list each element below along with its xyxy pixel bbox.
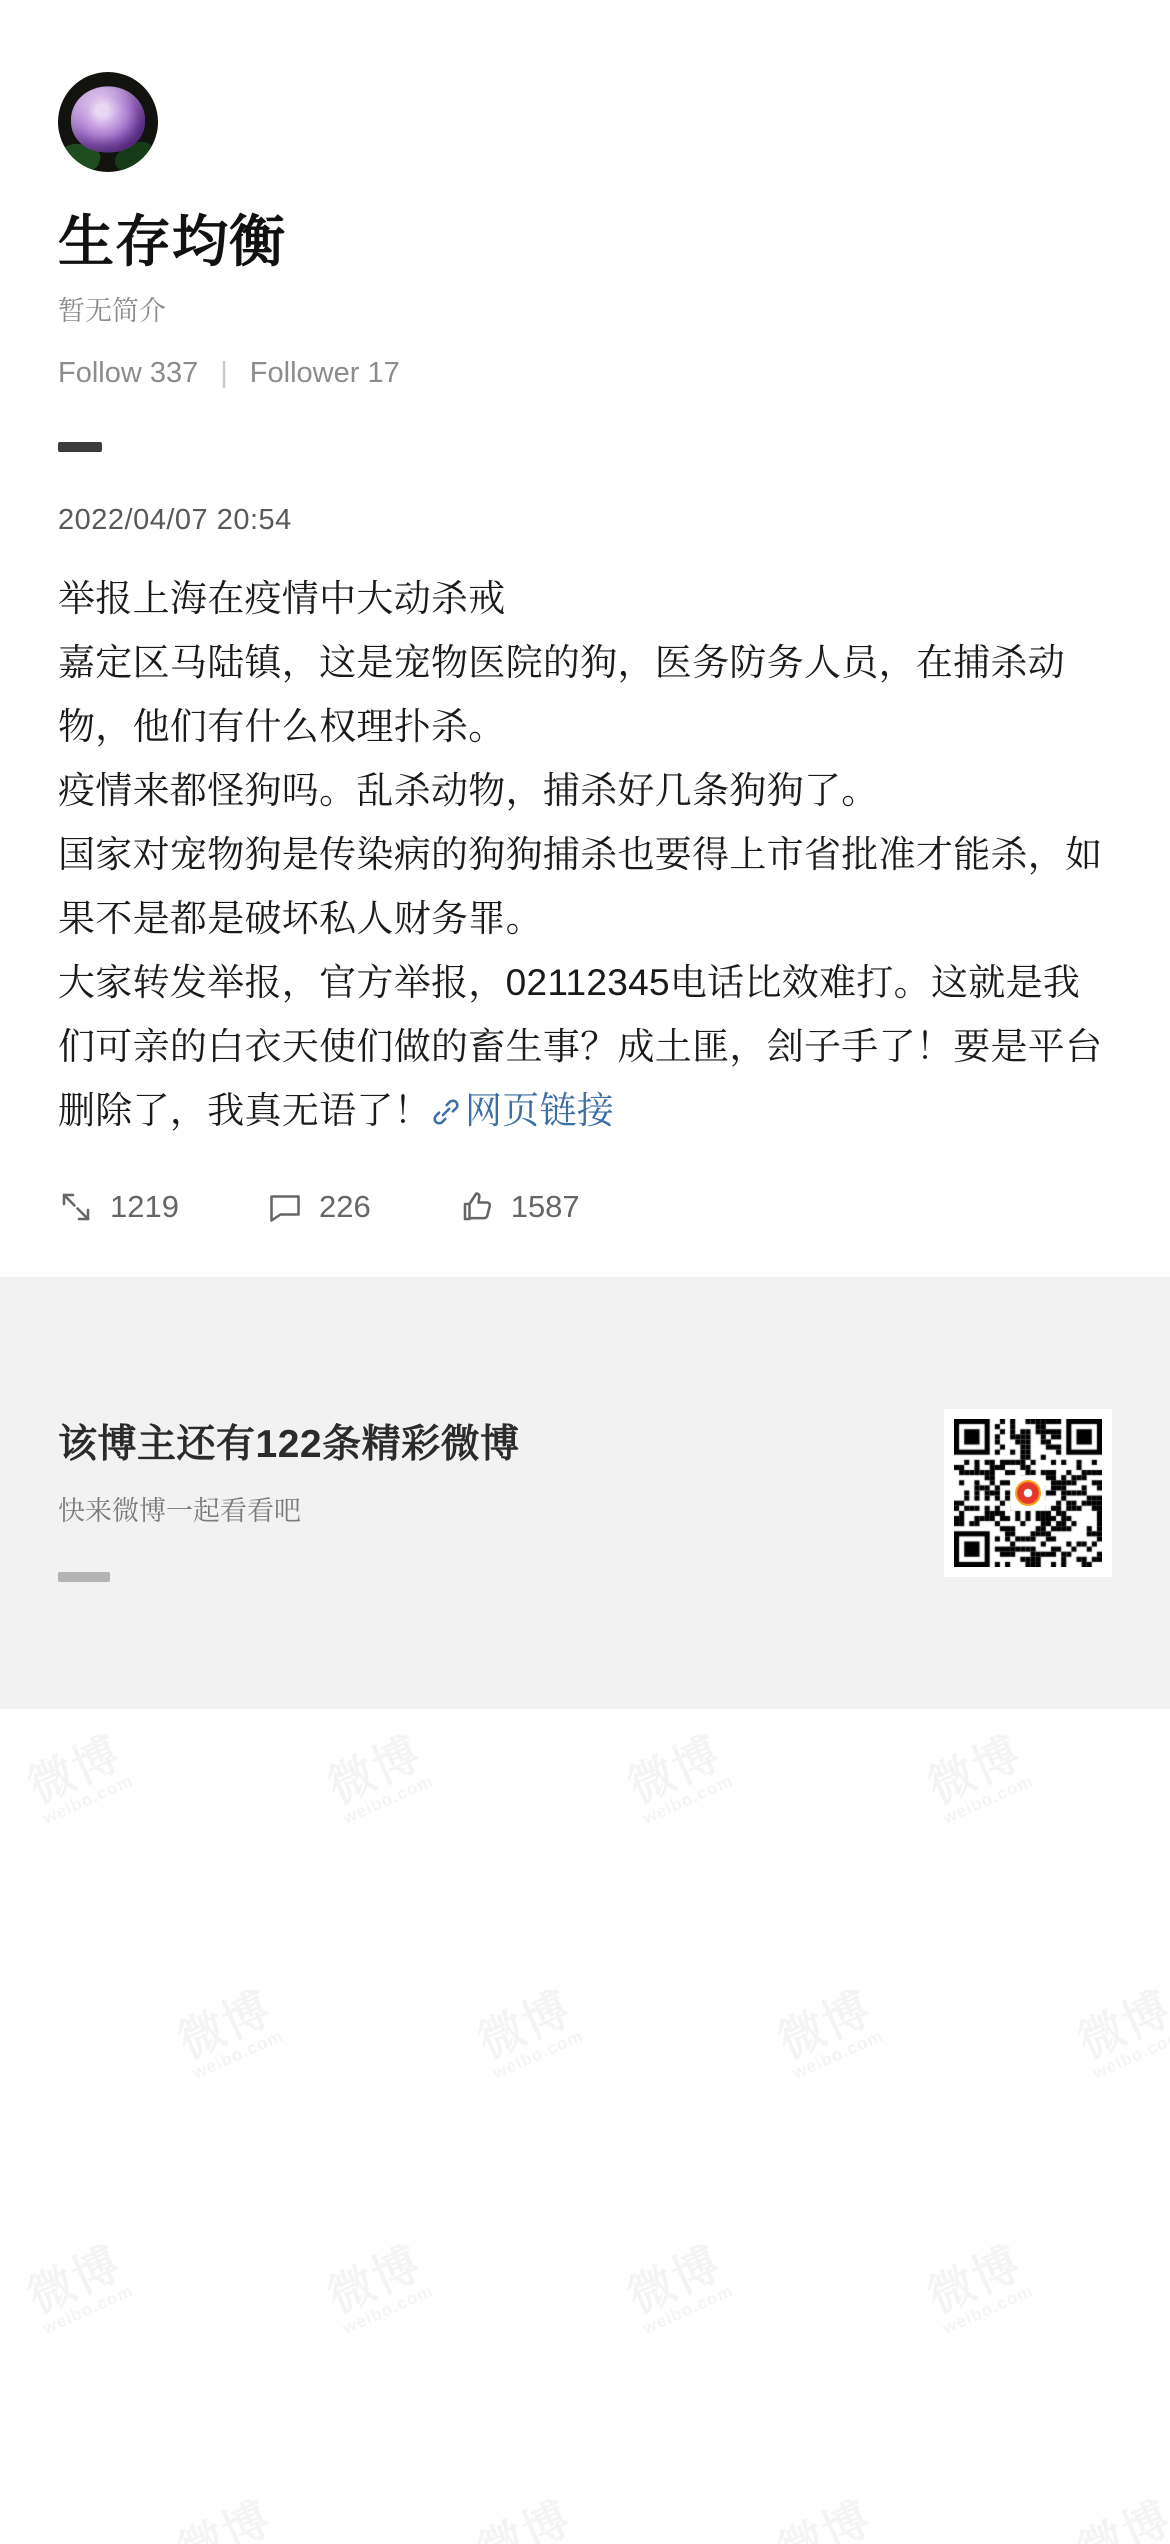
watermark-text — [921, 1728, 1036, 1828]
repost-icon — [58, 1189, 94, 1225]
watermark-text — [1071, 1983, 1170, 2083]
rose-icon — [71, 86, 145, 152]
post-paragraph: 疫情来都怪狗吗。乱杀动物，捕杀好几条狗狗了。 — [58, 770, 879, 812]
web-link-label: 网页链接 — [465, 1090, 615, 1132]
watermark-text — [921, 2238, 1036, 2338]
promo-subtitle: 快来微博一起看看吧 — [58, 1495, 301, 1526]
watermark-text — [471, 2493, 586, 2544]
post-paragraph-with-link — [58, 951, 1112, 1143]
profile-bio: 暂无简介 — [58, 296, 166, 327]
promo-title: 该博主还有122条精彩微博 — [58, 1422, 520, 1466]
repost-count: 1219 — [110, 1189, 179, 1225]
weibo-logo-icon — [1011, 1476, 1045, 1510]
home-indicator — [58, 1572, 110, 1582]
post-paragraph: 嘉定区马陆镇，这是宠物医院的狗，医务防务人员，在捕杀动物，他们有什么权理扑杀。 — [58, 642, 1066, 748]
promo-footer[interactable] — [0, 1277, 1170, 1709]
watermark-text — [21, 2238, 136, 2338]
follower-count[interactable]: Follower 17 — [249, 357, 400, 390]
like-count: 1587 — [510, 1189, 580, 1225]
web-link[interactable] — [431, 1090, 614, 1131]
comment-button[interactable] — [267, 1189, 371, 1225]
post-timestamp: 2022/04/07 20:54 — [58, 504, 292, 537]
qr-code[interactable] — [944, 1409, 1112, 1577]
profile-relations — [58, 357, 1112, 390]
watermark-text — [321, 1728, 436, 1828]
section-divider — [58, 442, 102, 452]
watermark-text — [21, 1728, 136, 1828]
promo-text-block — [58, 1405, 520, 1582]
watermark-text — [621, 2238, 736, 2338]
watermark-text — [471, 1983, 586, 2083]
link-icon — [431, 1097, 461, 1127]
post-content — [58, 567, 1112, 1143]
post-paragraph: 举报上海在疫情中大动杀戒 — [58, 578, 506, 620]
like-button[interactable] — [459, 1189, 580, 1225]
follow-count[interactable]: Follow 337 — [58, 357, 199, 390]
post-paragraph: 国家对宠物狗是传染病的狗狗捕杀也要得上市省批准才能杀，如果不是都是破坏私人财务罪。 — [58, 834, 1103, 940]
avatar[interactable] — [58, 72, 158, 172]
watermark-text — [171, 1983, 286, 2083]
watermark-text — [1071, 2493, 1170, 2544]
watermark-text — [171, 2493, 286, 2544]
repost-button[interactable] — [58, 1189, 179, 1225]
comment-icon — [267, 1189, 303, 1225]
like-icon — [459, 1189, 495, 1225]
relations-separator: | — [220, 357, 228, 390]
watermark-text — [771, 1983, 886, 2083]
profile-nickname: 生存均衡 — [58, 210, 286, 273]
watermark-text — [321, 2238, 436, 2338]
post-paragraph-text: 大家转发举报，官方举报，02112345电话比效难打。这就是我们可亲的白衣天使们做的畜生事？成土匪，刽子手了！要是平台删除了，我真无语了！ — [58, 962, 1103, 1132]
avatar-container — [58, 0, 1112, 172]
comment-count: 226 — [318, 1189, 371, 1225]
watermark-text — [771, 2493, 886, 2544]
post-actions — [58, 1189, 1112, 1277]
watermark-text — [621, 1728, 736, 1828]
